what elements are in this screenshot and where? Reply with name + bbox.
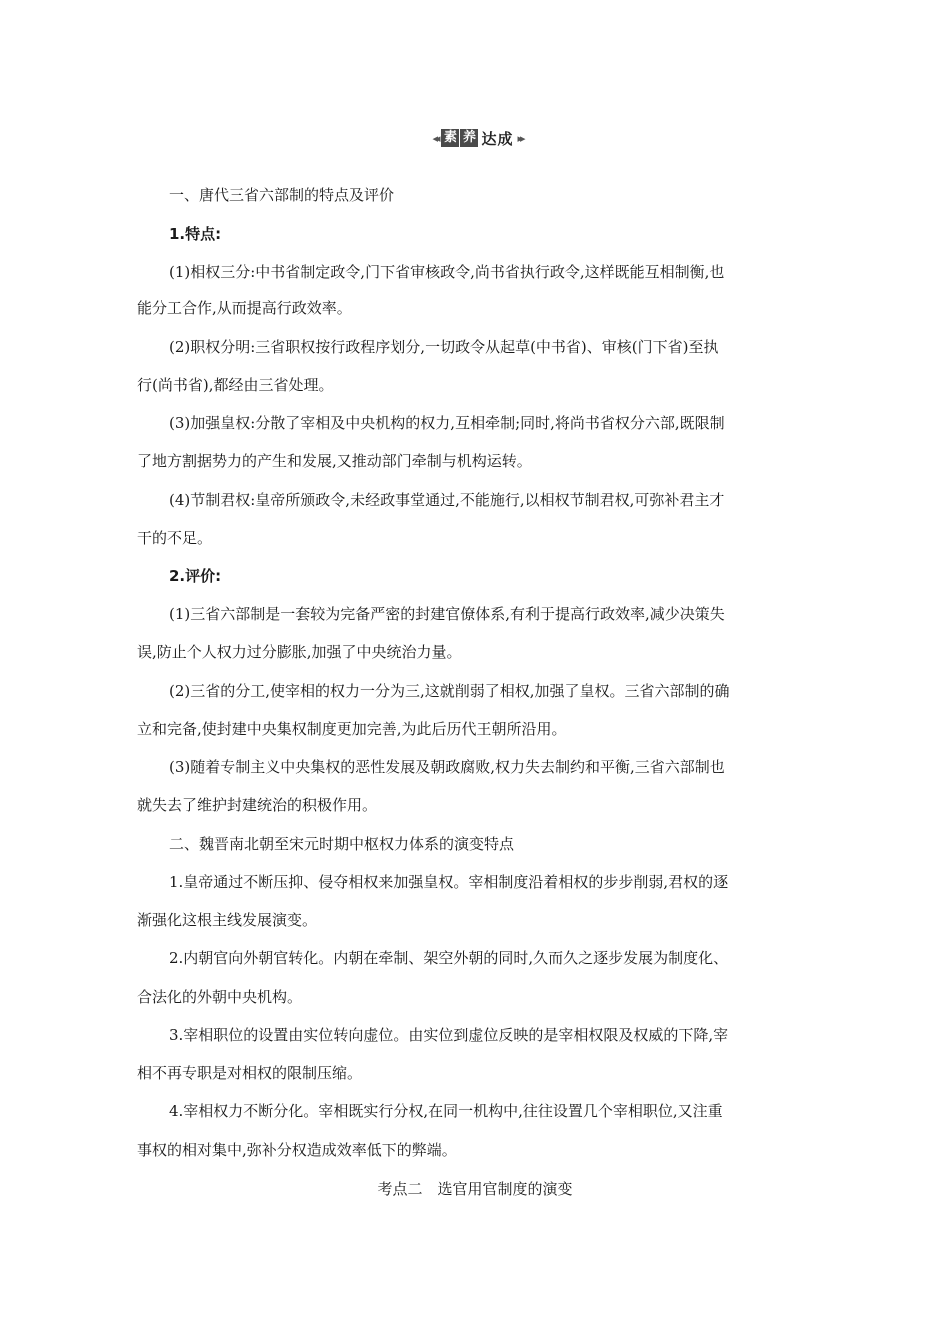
paragraph-line: (2)三省的分工,使宰相的权力一分为三,这就削弱了相权,加强了皇权。三省六部制的确 (169, 682, 730, 700)
paragraph-line: 2.内朝官向外朝官转化。内朝在牵制、架空外朝的同时,久而久之逐步发展为制度化、 (169, 949, 729, 967)
paragraph-line: 能分工合作,从而提高行政效率。 (137, 299, 352, 317)
subheading-evaluation: 2.评价: (169, 567, 222, 585)
paragraph-line: 事权的相对集中,弥补分权造成效率低下的弊端。 (137, 1141, 457, 1159)
paragraph-line: (1)相权三分:中书省制定政令,门下省审核政令,尚书省执行政令,这样既能互相制衡,也 (169, 263, 725, 281)
paragraph-line: 渐强化这根主线发展演变。 (137, 911, 318, 929)
paragraph-line: (3)加强皇权:分散了宰相及中央机构的权力,互相牵制;同时,将尚书省权分六部,既限制 (169, 414, 725, 432)
section-banner (410, 124, 545, 152)
banner-text: 达成 (481, 129, 514, 148)
section-heading-2: 二、魏晋南北朝至宋元时期中枢权力体系的演变特点 (169, 835, 515, 853)
section-heading-1: 一、唐代三省六部制的特点及评价 (169, 186, 395, 204)
left-arrow-ornament-icon: ◂◂ (432, 131, 438, 145)
paragraph-line: (3)随着专制主义中央集权的恶性发展及朝政腐败,权力失去制约和平衡,三省六部制也 (169, 758, 725, 776)
paragraph-line: 1.皇帝通过不断压抑、侵夺相权来加强皇权。宰相制度沿着相权的步步削弱,君权的逐 (169, 873, 729, 891)
paragraph-line: 相不再专职是对相权的限制压缩。 (137, 1064, 363, 1082)
paragraph-line: 4.宰相权力不断分化。宰相既实行分权,在同一机构中,往往设置几个宰相职位,又注重 (169, 1102, 723, 1120)
paragraph-line: (2)职权分明:三省职权按行政程序划分,一切政令从起草(中书省)、审核(门下省)至执 (169, 338, 719, 356)
paragraph-line: (1)三省六部制是一套较为完备严密的封建官僚体系,有利于提高行政效率,减少决策失 (169, 605, 725, 623)
paragraph-line: 合法化的外朝中央机构。 (137, 988, 303, 1006)
paragraph-line: 3.宰相职位的设置由实位转向虚位。由实位到虚位反映的是宰相权限及权威的下降,宰 (169, 1026, 729, 1044)
banner-char-box-2: 养 (460, 129, 478, 147)
paragraph-line: 了地方割据势力的产生和发展,又推动部门牵制与机构运转。 (137, 452, 532, 470)
paragraph-line: 立和完备,使封建中央集权制度更加完善,为此后历代王朝所沿用。 (137, 720, 567, 738)
paragraph-line: 干的不足。 (137, 529, 213, 547)
subheading-features: 1.特点: (169, 225, 222, 243)
exam-point-heading: 考点二 选官用官制度的演变 (377, 1180, 573, 1198)
paragraph-line: 就失去了维护封建统治的积极作用。 (137, 796, 378, 814)
paragraph-line: 行(尚书省),都经由三省处理。 (137, 376, 334, 394)
paragraph-line: (4)节制君权:皇帝所颁政令,未经政事堂通过,不能施行,以相权节制君权,可弥补君主才 (169, 491, 725, 509)
right-arrow-ornament-icon: ▸▸ (517, 131, 523, 145)
banner-char-box-1: 素 (441, 129, 459, 147)
paragraph-line: 误,防止个人权力过分膨胀,加强了中央统治力量。 (137, 643, 462, 661)
